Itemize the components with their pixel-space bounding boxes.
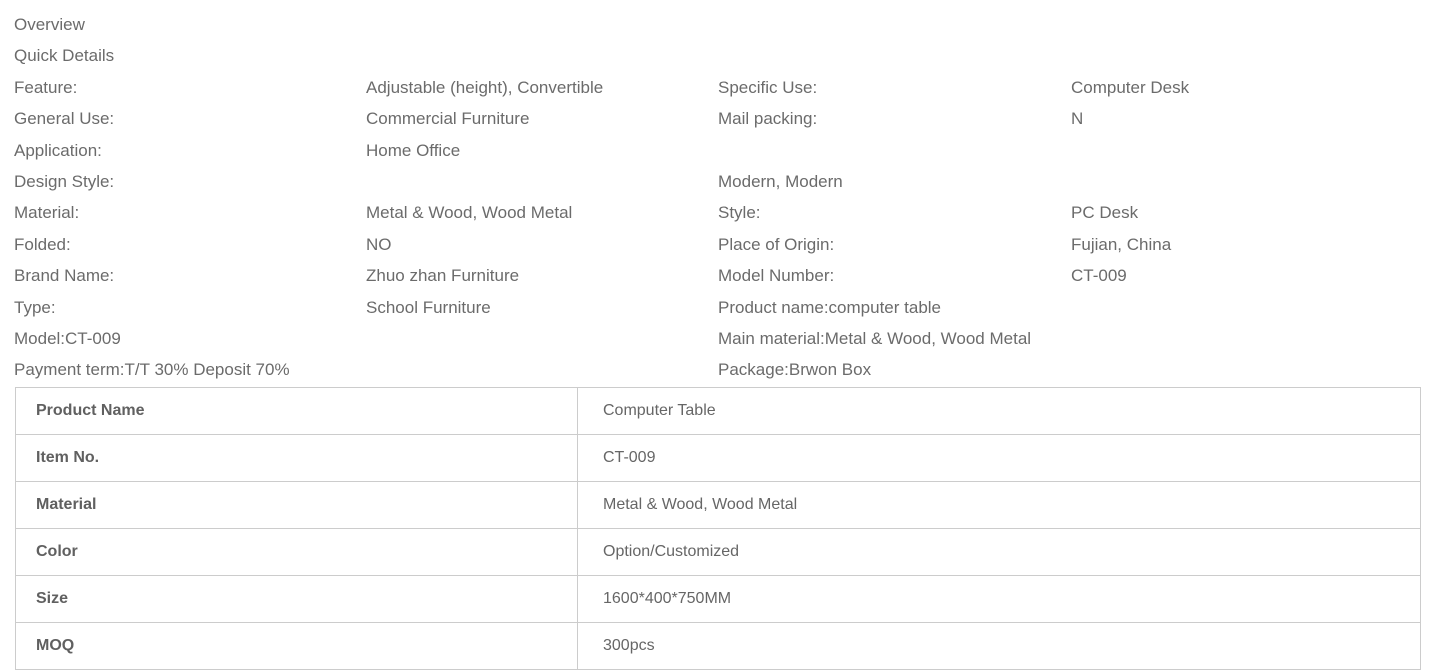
spec-label: MOQ — [16, 622, 578, 669]
quick-details-row — [14, 323, 1441, 354]
spec-label: Item No. — [16, 434, 578, 481]
quick-details-row — [14, 292, 1441, 323]
detail-label: Mail packing: — [718, 109, 818, 129]
table-row — [16, 622, 1421, 669]
detail-label: Model:CT-009 — [14, 328, 121, 348]
spec-value: CT-009 — [578, 434, 1421, 481]
spec-value: 1600*400*750MM — [578, 575, 1421, 622]
spec-label: Size — [16, 575, 578, 622]
detail-value: PC Desk — [1071, 203, 1139, 223]
detail-value — [1071, 354, 1441, 385]
quick-details-row — [14, 166, 1441, 197]
detail-label: Folded: — [14, 234, 71, 254]
detail-label: Payment term:T/T 30% Deposit 70% — [14, 360, 290, 380]
detail-value — [1071, 323, 1441, 354]
detail-value: N — [1071, 109, 1084, 129]
spec-value: Computer Table — [578, 387, 1421, 434]
spec-value: Option/Customized — [578, 528, 1421, 575]
table-row — [16, 387, 1421, 434]
detail-label: Place of Origin: — [718, 234, 835, 254]
detail-label: Specific Use: — [718, 77, 818, 97]
detail-label: Feature: — [14, 77, 78, 97]
detail-label: Brand Name: — [14, 266, 115, 286]
spec-value: 300pcs — [578, 622, 1421, 669]
detail-value — [366, 166, 718, 197]
quick-details-row — [14, 354, 1441, 385]
detail-value: School Furniture — [366, 297, 491, 317]
detail-value: Modern, Modern — [718, 171, 843, 191]
detail-value: Main material:Metal & Wood, Wood Metal — [718, 328, 1032, 348]
table-row — [16, 575, 1421, 622]
quick-details-row — [14, 229, 1441, 260]
spec-label: Product Name — [16, 387, 578, 434]
quick-details-row — [14, 72, 1441, 103]
quick-details-row — [14, 135, 1441, 166]
detail-value: Fujian, China — [1071, 234, 1172, 254]
quick-details-row — [14, 260, 1441, 291]
detail-value — [366, 323, 718, 354]
detail-label — [718, 135, 1071, 166]
detail-label: General Use: — [14, 109, 115, 129]
detail-value: Metal & Wood, Wood Metal — [366, 203, 573, 223]
detail-label: Style: — [718, 203, 761, 223]
detail-value — [1071, 292, 1441, 323]
spec-label: Color — [16, 528, 578, 575]
detail-value: CT-009 — [1071, 266, 1127, 286]
table-row — [16, 481, 1421, 528]
detail-value: NO — [366, 234, 392, 254]
table-row — [16, 434, 1421, 481]
detail-value: Product name:computer table — [718, 297, 942, 317]
detail-label: Model Number: — [718, 266, 835, 286]
spec-table — [15, 387, 1421, 670]
detail-value: Adjustable (height), Convertible — [366, 77, 604, 97]
quick-details-row — [14, 197, 1441, 228]
detail-label: Type: — [14, 297, 56, 317]
detail-value: Home Office — [366, 140, 461, 160]
detail-value — [1071, 166, 1441, 197]
detail-value: Computer Desk — [1071, 77, 1190, 97]
spec-value: Metal & Wood, Wood Metal — [578, 481, 1421, 528]
overview-title: Overview — [14, 15, 85, 34]
spec-label: Material — [16, 481, 578, 528]
quick-details-title: Quick Details — [14, 46, 115, 66]
detail-value: Zhuo zhan Furniture — [366, 266, 520, 286]
detail-value — [366, 354, 718, 385]
detail-label: Design Style: — [14, 171, 115, 191]
detail-value — [1071, 135, 1441, 166]
table-row — [16, 528, 1421, 575]
quick-details-row — [14, 103, 1441, 134]
detail-value: Package:Brwon Box — [718, 360, 872, 380]
detail-value: Commercial Furniture — [366, 109, 530, 129]
detail-label: Application: — [14, 140, 102, 160]
detail-label: Material: — [14, 203, 80, 223]
